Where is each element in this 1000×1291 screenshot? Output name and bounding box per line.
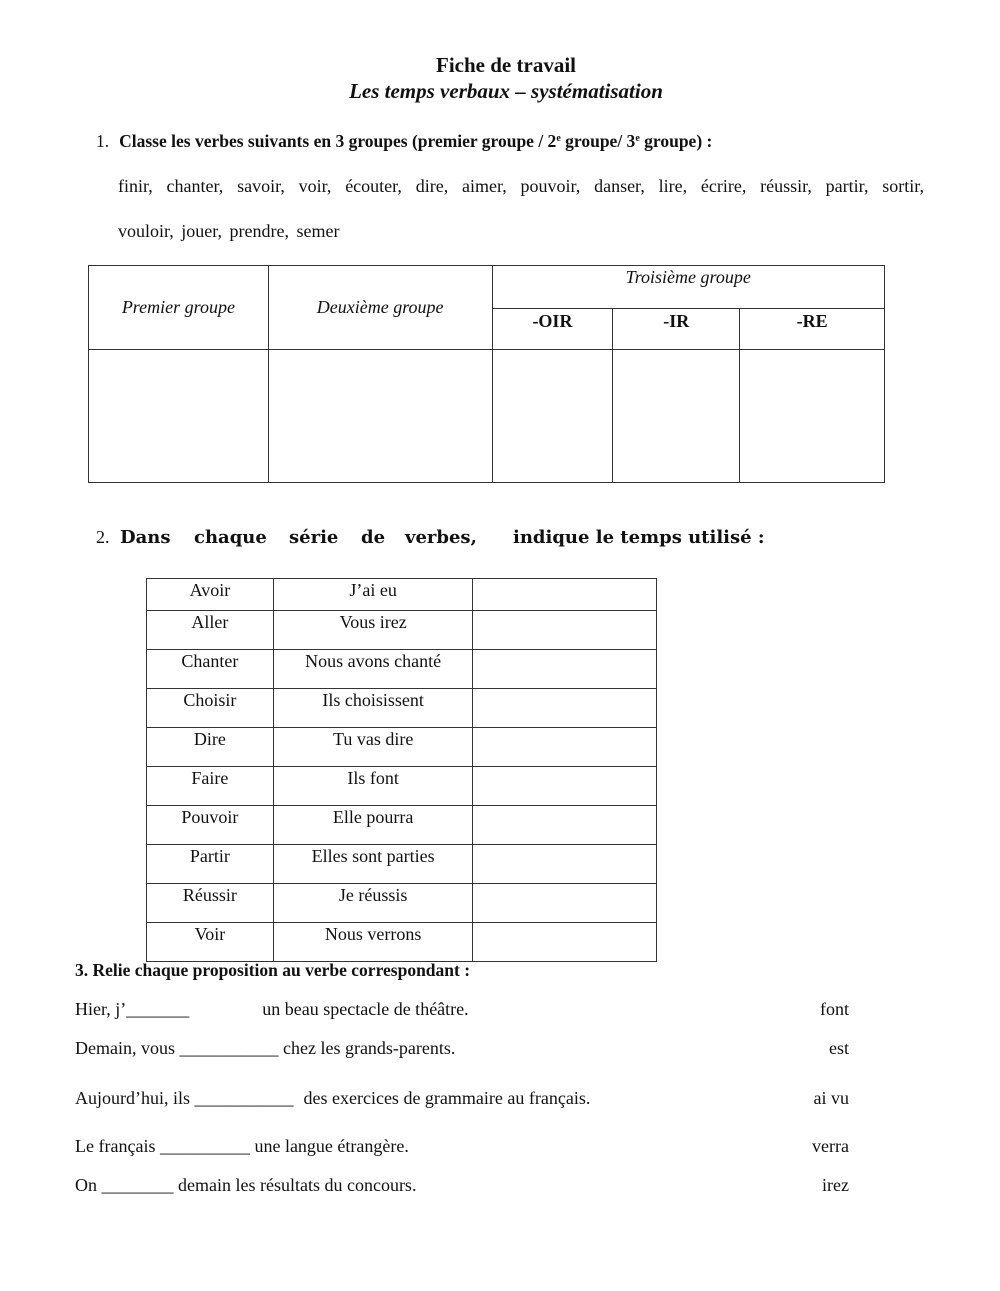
table-row xyxy=(147,728,657,767)
question-text: Dans chaque série de verbes, indique le temps utilisé : xyxy=(120,527,765,548)
groups-table xyxy=(88,265,885,483)
tense-answer-cell[interactable] xyxy=(473,884,657,923)
tense-answer-cell[interactable] xyxy=(473,767,657,806)
page-subtitle: Les temps verbaux – systématisation xyxy=(349,79,663,103)
tense-answer-cell[interactable] xyxy=(473,689,657,728)
verb-cell: Chanter xyxy=(147,650,274,689)
answer-cell-deuxieme[interactable] xyxy=(268,350,492,483)
sentence-2: Demain, vous ___________ chez les grands-parents. xyxy=(75,1038,456,1058)
table-row xyxy=(147,884,657,923)
verb-cell: Faire xyxy=(147,767,274,806)
subheader-oir: -OIR xyxy=(492,309,613,350)
conjugated-form-cell: Ils choisissent xyxy=(273,689,473,728)
tense-answer-cell[interactable] xyxy=(473,650,657,689)
header-troisieme-groupe: Troisième groupe xyxy=(492,266,884,309)
tense-answer-cell[interactable] xyxy=(473,923,657,962)
question-1-heading xyxy=(96,131,712,152)
tense-answer-cell[interactable] xyxy=(473,728,657,767)
answer-word-5[interactable]: irez xyxy=(822,1175,849,1195)
header-deuxieme-groupe: Deuxième groupe xyxy=(268,266,492,350)
question-2-heading xyxy=(96,527,765,548)
answer-word-2[interactable]: est xyxy=(829,1038,849,1058)
answer-cell-premier[interactable] xyxy=(89,350,269,483)
answer-cell-re[interactable] xyxy=(740,350,885,483)
tense-answer-cell[interactable] xyxy=(473,611,657,650)
tense-answer-cell[interactable] xyxy=(473,579,657,611)
table-row xyxy=(147,579,657,611)
sentence-3: Aujourd’hui, ils ___________ des exercices de grammaire au français. xyxy=(75,1088,591,1108)
answer-word-4[interactable]: verra xyxy=(812,1136,849,1156)
table-row xyxy=(147,767,657,806)
tense-answer-cell[interactable] xyxy=(473,806,657,845)
verb-cell: Pouvoir xyxy=(147,806,274,845)
verb-cell: Partir xyxy=(147,845,274,884)
sentence-5: On ________ demain les résultats du concours. xyxy=(75,1175,417,1195)
question-3-heading: 3. Relie chaque proposition au verbe correspondant : xyxy=(75,960,471,980)
question-number: 2. xyxy=(96,527,110,547)
verb-cell: Avoir xyxy=(147,579,274,611)
verb-cell: Aller xyxy=(147,611,274,650)
tenses-table xyxy=(146,578,657,962)
conjugated-form-cell: Ils font xyxy=(273,767,473,806)
verb-cell: Dire xyxy=(147,728,274,767)
answer-cell-ir[interactable] xyxy=(613,350,740,483)
conjugated-form-cell: Tu vas dire xyxy=(273,728,473,767)
conjugated-form-cell: Elles sont parties xyxy=(273,845,473,884)
sentence-4: Le français __________ une langue étrangère. xyxy=(75,1136,409,1156)
tense-answer-cell[interactable] xyxy=(473,845,657,884)
table-row xyxy=(147,923,657,962)
verb-list-line-2: vouloir, jouer, prendre, semer xyxy=(118,221,340,241)
question-text: Classe les verbes suivants en 3 groupes (premier groupe / 2e groupe/ 3e groupe) : xyxy=(119,131,713,151)
verb-cell: Choisir xyxy=(147,689,274,728)
answer-word-1[interactable]: font xyxy=(820,999,849,1019)
table-row xyxy=(147,845,657,884)
table-row xyxy=(147,650,657,689)
page-title: Fiche de travail xyxy=(436,53,576,77)
subheader-re: -RE xyxy=(740,309,885,350)
table-row xyxy=(147,806,657,845)
subheader-ir: -IR xyxy=(613,309,740,350)
table-row xyxy=(147,689,657,728)
verb-cell: Voir xyxy=(147,923,274,962)
answer-word-3[interactable]: ai vu xyxy=(813,1088,849,1108)
conjugated-form-cell: Nous verrons xyxy=(273,923,473,962)
conjugated-form-cell: Elle pourra xyxy=(273,806,473,845)
header-premier-groupe: Premier groupe xyxy=(89,266,269,350)
conjugated-form-cell: Vous irez xyxy=(273,611,473,650)
sentence-1: Hier, j’_______ un beau spectacle de théâtre. xyxy=(75,999,469,1019)
conjugated-form-cell: Nous avons chanté xyxy=(273,650,473,689)
answer-cell-oir[interactable] xyxy=(492,350,613,483)
question-number: 1. xyxy=(96,131,110,151)
conjugated-form-cell: J’ai eu xyxy=(273,579,473,611)
table-row xyxy=(147,611,657,650)
verb-list-line-1: finir, chanter, savoir, voir, écouter, dire, aimer, pouvoir, danser, lire, écrire, réussir, partir, sortir, xyxy=(118,176,924,196)
verb-cell: Réussir xyxy=(147,884,274,923)
conjugated-form-cell: Je réussis xyxy=(273,884,473,923)
